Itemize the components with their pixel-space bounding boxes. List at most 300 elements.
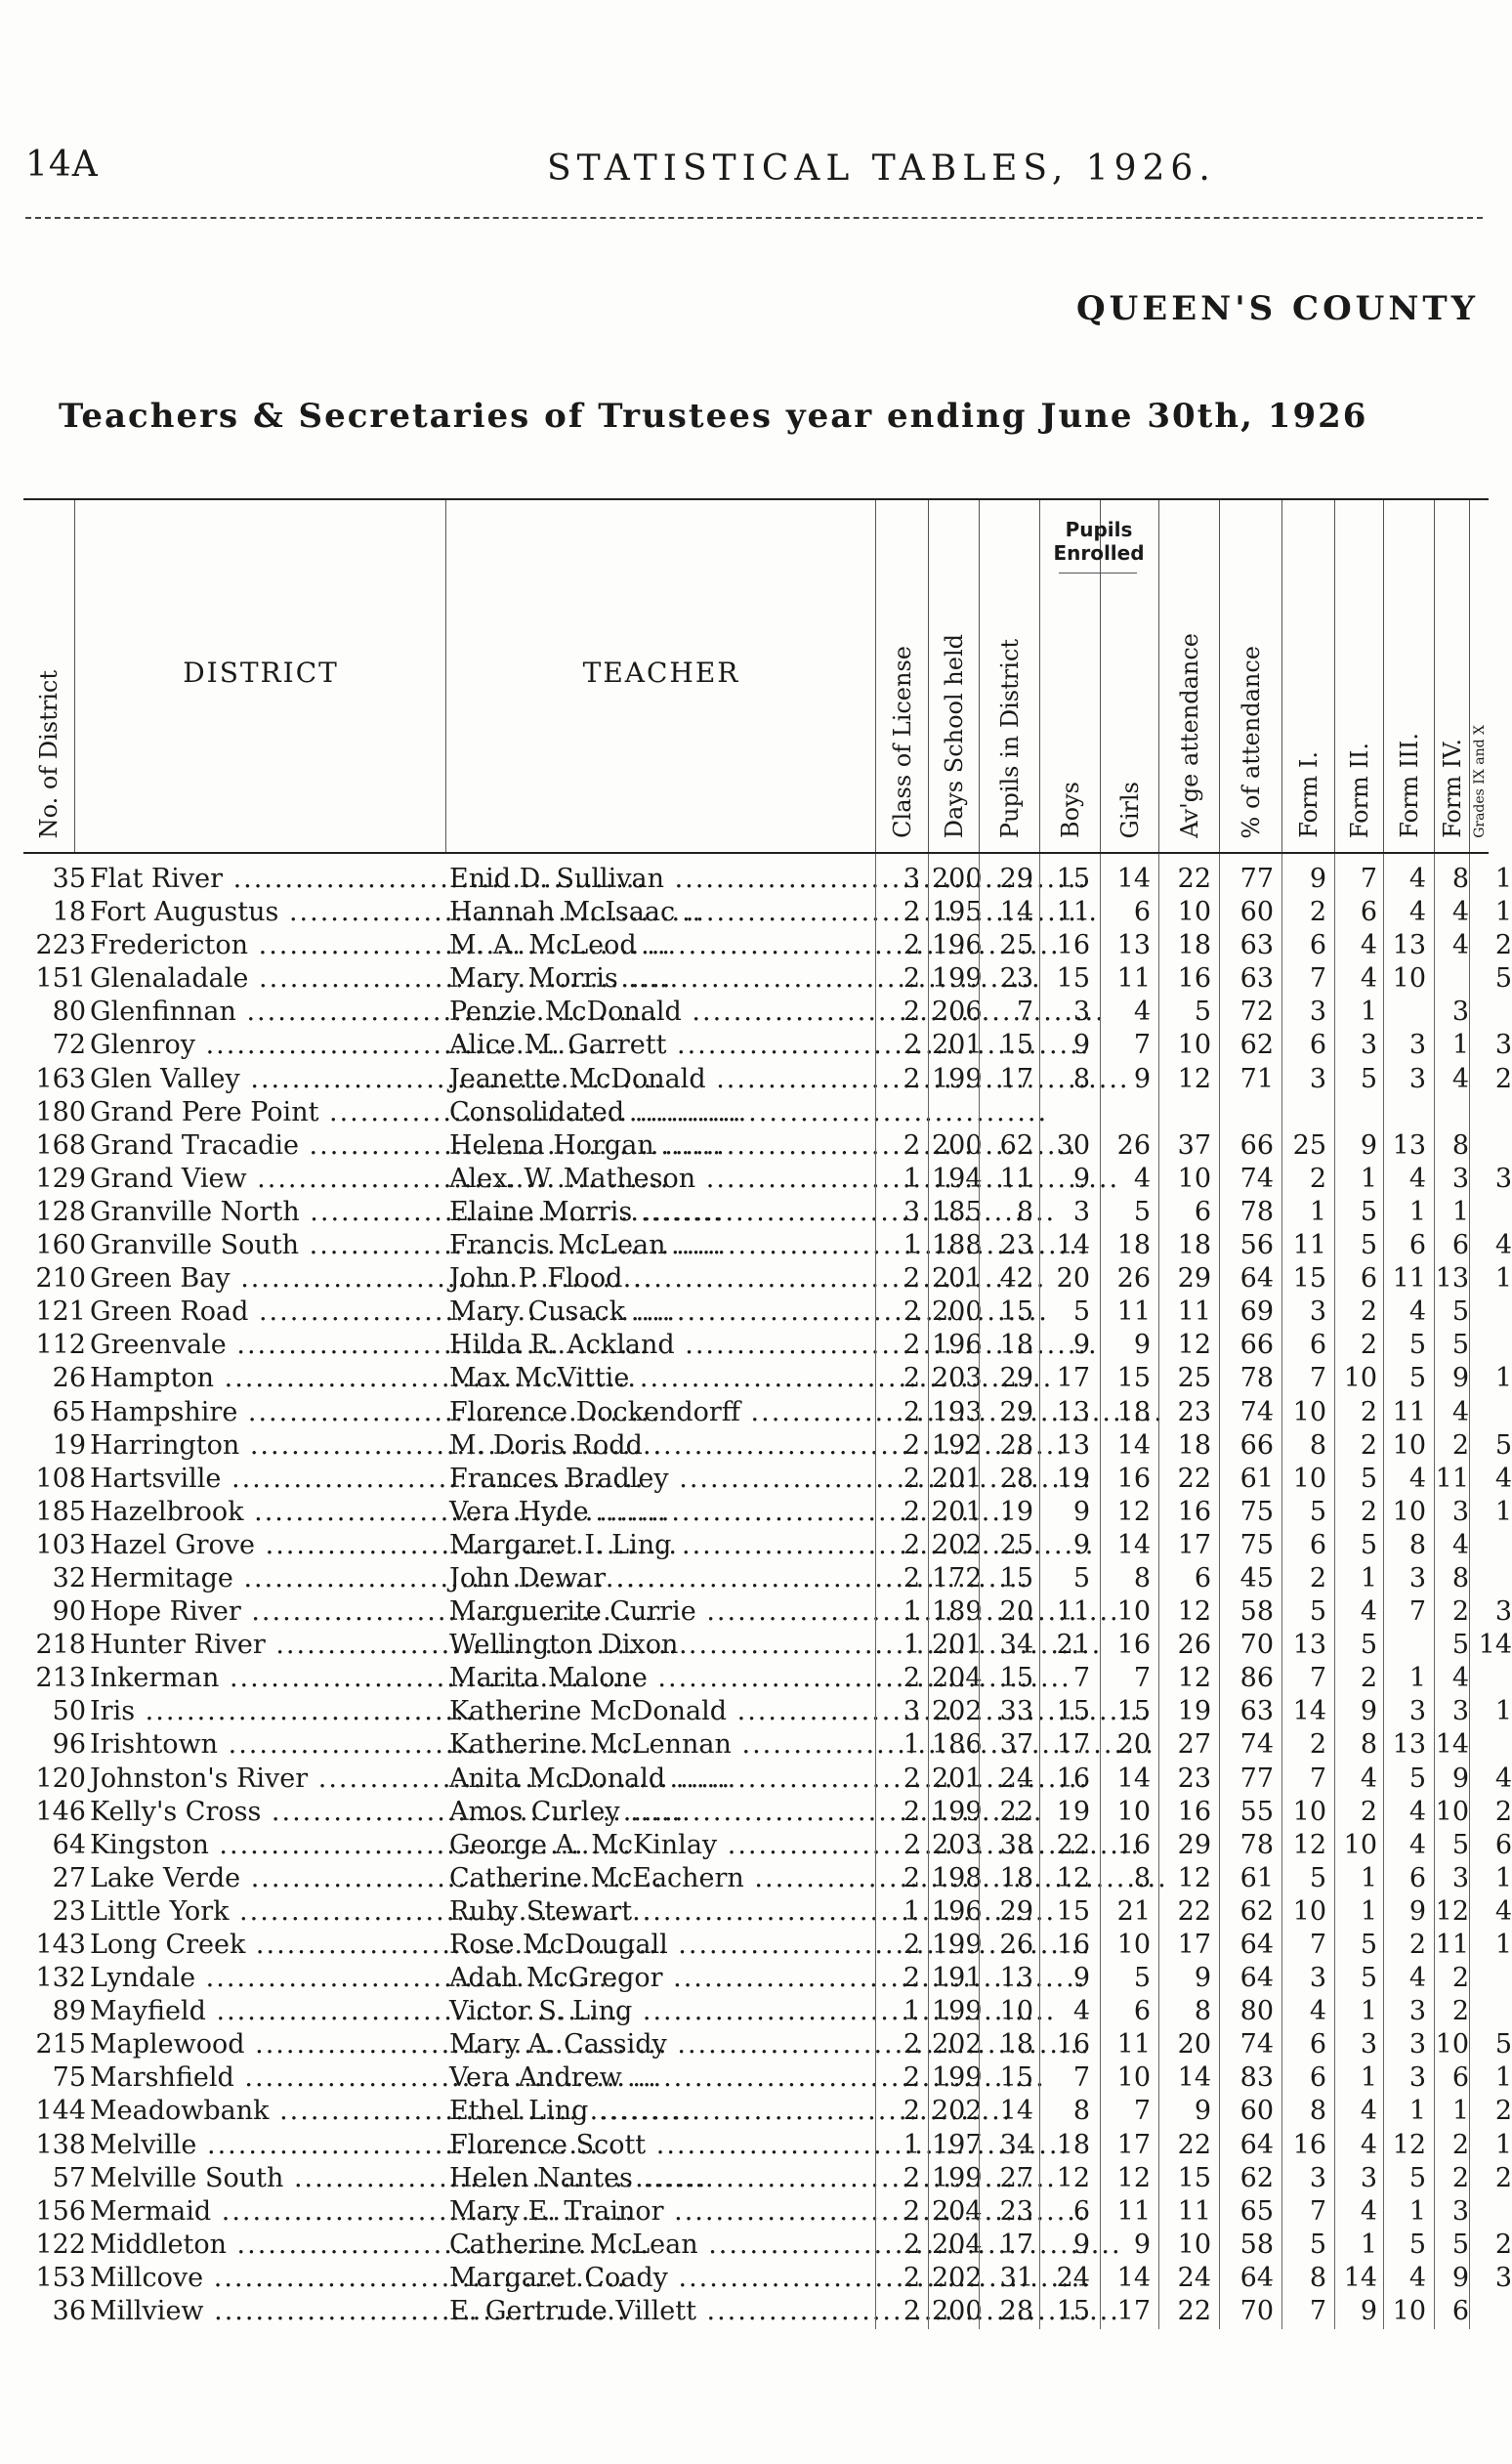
cell-f1: 7 bbox=[1309, 1663, 1326, 1694]
cell-b: 8 bbox=[1072, 1063, 1090, 1094]
cell-g: 14 bbox=[1116, 1529, 1151, 1560]
district-name: Melville South ..... bbox=[90, 2163, 443, 2193]
cell-pct: 66 bbox=[1239, 1129, 1274, 1161]
table-row bbox=[23, 1596, 1512, 1630]
col-grades-ix-x: Grades IX and X bbox=[1469, 500, 1490, 852]
cell-g9: 3 bbox=[1494, 1163, 1512, 1194]
cell-days: 185 bbox=[932, 1196, 983, 1227]
cell-avg: 24 bbox=[1177, 2262, 1211, 2293]
table-row bbox=[23, 997, 1489, 1030]
cell-f4: 8 bbox=[1451, 864, 1469, 894]
cell-lic: 2 bbox=[903, 1930, 920, 1960]
teacher-name: Enid D. Sullivan ..... bbox=[449, 864, 867, 894]
cell-g: 4 bbox=[1133, 1163, 1151, 1194]
cell-f1: 7 bbox=[1309, 2296, 1326, 2327]
cell-g: 8 bbox=[1133, 1862, 1151, 1893]
cell-b: 19 bbox=[1056, 1796, 1090, 1827]
cell-pd: 17 bbox=[999, 2229, 1033, 2260]
cell-lic: 2 bbox=[903, 1562, 920, 1593]
cell-f3: 5 bbox=[1408, 2229, 1426, 2260]
district-name: Marshfield ..... bbox=[90, 2062, 443, 2093]
cell-g: 11 bbox=[1116, 2195, 1151, 2227]
district-number: 112 bbox=[35, 1330, 86, 1361]
cell-lic: 2 bbox=[903, 2195, 920, 2227]
cell-f2: 1 bbox=[1360, 2062, 1377, 2094]
table-row bbox=[23, 1895, 1512, 1930]
district-number: 27 bbox=[52, 1862, 86, 1893]
col-class-of-license: Class of License bbox=[875, 500, 929, 852]
teacher-name: Catherine McEachern ..... bbox=[449, 1863, 867, 1893]
cell-pd: 38 bbox=[999, 1829, 1033, 1860]
cell-pct: 78 bbox=[1239, 1829, 1274, 1860]
cell-days: 203 bbox=[932, 1829, 983, 1860]
district-name: Lake Verde ..... bbox=[90, 1863, 443, 1893]
cell-f3: 3 bbox=[1408, 1562, 1426, 1593]
cell-g9: 1 bbox=[1494, 2129, 1512, 2160]
cell-b: 17 bbox=[1056, 1363, 1090, 1394]
cell-pct: 72 bbox=[1239, 997, 1274, 1028]
cell-pct: 74 bbox=[1239, 1729, 1274, 1761]
cell-f4: 9 bbox=[1451, 1363, 1469, 1394]
cell-pd: 23 bbox=[999, 963, 1033, 995]
cell-b: 4 bbox=[1072, 1996, 1090, 2027]
cell-pd: 18 bbox=[999, 2029, 1033, 2060]
column-rule bbox=[1281, 854, 1282, 2329]
district-number: 132 bbox=[35, 1963, 86, 1994]
teacher-name: Marita Malone ..... bbox=[449, 1663, 867, 1693]
cell-g: 5 bbox=[1133, 1963, 1151, 1994]
district-name: Hunter River ..... bbox=[90, 1630, 443, 1660]
col-form-3: Form III. bbox=[1383, 500, 1435, 852]
cell-days: 202 bbox=[932, 1696, 983, 1727]
district-number: 210 bbox=[35, 1263, 86, 1295]
cell-f1: 25 bbox=[1292, 1129, 1326, 1161]
teacher-name: Helen Nantes ..... bbox=[449, 2163, 867, 2193]
district-name: Hazelbrook ..... bbox=[90, 1497, 443, 1527]
cell-f1: 7 bbox=[1309, 1363, 1326, 1394]
cell-days: 199 bbox=[932, 2162, 983, 2193]
district-name: Mayfield ..... bbox=[90, 1996, 443, 2026]
cell-lic: 1 bbox=[903, 1163, 920, 1194]
cell-days: 186 bbox=[932, 1729, 983, 1761]
table-row bbox=[23, 1829, 1512, 1863]
district-number: 156 bbox=[35, 2195, 86, 2227]
cell-f1: 14 bbox=[1292, 1696, 1326, 1727]
cell-f2: 10 bbox=[1343, 1363, 1377, 1394]
cell-b: 15 bbox=[1056, 864, 1090, 894]
cell-g: 11 bbox=[1116, 1296, 1151, 1328]
cell-f3: 4 bbox=[1408, 1796, 1426, 1827]
cell-f3: 10 bbox=[1392, 1429, 1426, 1461]
cell-b: 22 bbox=[1056, 1829, 1090, 1860]
cell-avg: 12 bbox=[1177, 1862, 1211, 1893]
cell-f3: 6 bbox=[1408, 1862, 1426, 1893]
cell-f4: 2 bbox=[1451, 1963, 1469, 1994]
cell-f3: 10 bbox=[1392, 2296, 1426, 2327]
table-row bbox=[23, 1263, 1512, 1296]
cell-f4: 3 bbox=[1451, 1862, 1469, 1893]
cell-f1: 10 bbox=[1292, 1463, 1326, 1494]
cell-g: 15 bbox=[1116, 1363, 1151, 1394]
cell-f1: 5 bbox=[1309, 1496, 1326, 1527]
cell-f3: 4 bbox=[1408, 1829, 1426, 1860]
cell-f2: 2 bbox=[1360, 1429, 1377, 1461]
cell-f1: 3 bbox=[1309, 1296, 1326, 1328]
cell-f1: 11 bbox=[1292, 1230, 1326, 1261]
cell-f4: 3 bbox=[1451, 2195, 1469, 2227]
cell-pd: 20 bbox=[999, 1596, 1033, 1628]
cell-g: 14 bbox=[1116, 1763, 1151, 1794]
cell-avg: 16 bbox=[1177, 963, 1211, 995]
district-number: 96 bbox=[52, 1729, 86, 1761]
county-title: QUEEN'S COUNTY bbox=[1076, 289, 1479, 328]
cell-days: 201 bbox=[932, 1463, 983, 1494]
district-number: 218 bbox=[35, 1630, 86, 1661]
cell-pct: 74 bbox=[1239, 1163, 1274, 1194]
cell-pct: 83 bbox=[1239, 2062, 1274, 2094]
column-rule bbox=[1434, 854, 1435, 2329]
col-pupils-in-district: Pupils in District bbox=[979, 500, 1040, 852]
cell-b: 3 bbox=[1072, 997, 1090, 1028]
cell-g: 9 bbox=[1133, 1330, 1151, 1361]
cell-g: 15 bbox=[1116, 1696, 1151, 1727]
teacher-name: Jeanette McDonald ..... bbox=[449, 1064, 867, 1094]
cell-g: 6 bbox=[1133, 1996, 1151, 2027]
cell-f3: 13 bbox=[1392, 1729, 1426, 1761]
cell-pd: 22 bbox=[999, 1796, 1033, 1827]
cell-lic: 2 bbox=[903, 930, 920, 961]
cell-lic: 1 bbox=[903, 2129, 920, 2160]
cell-f3: 11 bbox=[1392, 1396, 1426, 1427]
cell-lic: 2 bbox=[903, 897, 920, 928]
cell-avg: 20 bbox=[1177, 2029, 1211, 2060]
cell-pct: 74 bbox=[1239, 1396, 1274, 1427]
teacher-name: Marguerite Currie ..... bbox=[449, 1596, 867, 1627]
district-name: Hermitage ..... bbox=[90, 1563, 443, 1593]
cell-days: 192 bbox=[932, 1429, 983, 1461]
cell-days: 196 bbox=[932, 1895, 983, 1927]
district-name: Glen Valley ..... bbox=[90, 1064, 443, 1094]
header-rule bbox=[25, 217, 1483, 219]
cell-pd: 25 bbox=[999, 930, 1033, 961]
cell-b: 11 bbox=[1056, 1596, 1090, 1628]
cell-lic: 2 bbox=[903, 1129, 920, 1161]
cell-g9: 1 bbox=[1494, 897, 1512, 928]
cell-g9: 4 bbox=[1494, 1463, 1512, 1494]
district-name: Granville South ..... bbox=[90, 1230, 443, 1260]
cell-avg: 22 bbox=[1177, 1895, 1211, 1927]
district-name: Hartsville ..... bbox=[90, 1464, 443, 1494]
table-row bbox=[23, 1530, 1489, 1563]
cell-pct: 60 bbox=[1239, 897, 1274, 928]
cell-g: 26 bbox=[1116, 1129, 1151, 1161]
cell-days: 188 bbox=[932, 1230, 983, 1261]
cell-b: 16 bbox=[1056, 930, 1090, 961]
cell-f4: 5 bbox=[1451, 1330, 1469, 1361]
cell-pd: 11 bbox=[999, 1163, 1033, 1194]
table-row bbox=[23, 2262, 1512, 2296]
table-body bbox=[23, 854, 1512, 2329]
cell-g9: 4 bbox=[1494, 1763, 1512, 1794]
cell-pct: 64 bbox=[1239, 2129, 1274, 2160]
cell-f4: 4 bbox=[1451, 1529, 1469, 1560]
teacher-name: Mary Morris ..... bbox=[449, 963, 867, 994]
table-row bbox=[23, 1130, 1489, 1164]
cell-pd: 14 bbox=[999, 897, 1033, 928]
cell-days: 203 bbox=[932, 1363, 983, 1394]
cell-g9: 3 bbox=[1494, 2262, 1512, 2293]
cell-lic: 2 bbox=[903, 1496, 920, 1527]
cell-f4: 13 bbox=[1435, 1263, 1469, 1295]
cell-g: 5 bbox=[1133, 1196, 1151, 1227]
cell-pd: 15 bbox=[999, 1562, 1033, 1593]
cell-b: 9 bbox=[1072, 1963, 1090, 1994]
cell-f4: 3 bbox=[1451, 1496, 1469, 1527]
cell-f2: 5 bbox=[1360, 1230, 1377, 1261]
teacher-name: Catherine McLean ..... bbox=[449, 2230, 867, 2260]
cell-f1: 10 bbox=[1292, 1796, 1326, 1827]
teacher-name: Amos Curley ..... bbox=[449, 1797, 867, 1827]
cell-pct: 58 bbox=[1239, 1596, 1274, 1628]
cell-lic: 2 bbox=[903, 2229, 920, 2260]
cell-g: 10 bbox=[1116, 1796, 1151, 1827]
cell-b: 12 bbox=[1056, 2162, 1090, 2193]
cell-days: 199 bbox=[932, 963, 983, 995]
cell-b: 18 bbox=[1056, 2129, 1090, 2160]
cell-g9: 2 bbox=[1494, 1063, 1512, 1094]
cell-days: 199 bbox=[932, 2062, 983, 2094]
cell-g: 12 bbox=[1116, 1496, 1151, 1527]
cell-f3: 10 bbox=[1392, 963, 1426, 995]
cell-pd: 31 bbox=[999, 2262, 1033, 2293]
cell-f3: 4 bbox=[1408, 864, 1426, 894]
cell-g: 9 bbox=[1133, 1063, 1151, 1094]
cell-f4: 1 bbox=[1451, 2096, 1469, 2127]
district-number: 213 bbox=[35, 1663, 86, 1694]
district-name: Lyndale ..... bbox=[90, 1963, 443, 1993]
cell-f4: 1 bbox=[1451, 1196, 1469, 1227]
cell-g: 18 bbox=[1116, 1230, 1151, 1261]
cell-pct: 71 bbox=[1239, 1063, 1274, 1094]
cell-f3: 4 bbox=[1408, 1963, 1426, 1994]
cell-pd: 14 bbox=[999, 2096, 1033, 2127]
cell-f1: 13 bbox=[1292, 1630, 1326, 1661]
cell-f3: 3 bbox=[1408, 2029, 1426, 2060]
column-rule bbox=[1383, 854, 1384, 2329]
cell-lic: 1 bbox=[903, 1895, 920, 1927]
cell-f3: 12 bbox=[1392, 2129, 1426, 2160]
district-number: 180 bbox=[35, 1096, 86, 1127]
cell-days: 202 bbox=[932, 2262, 983, 2293]
district-number: 129 bbox=[35, 1163, 86, 1194]
district-number: 89 bbox=[52, 1996, 86, 2027]
district-name: Iris ..... bbox=[90, 1696, 443, 1726]
cell-pd: 27 bbox=[999, 2162, 1033, 2193]
cell-g: 10 bbox=[1116, 2062, 1151, 2094]
col-avg-attendance: Av'ge attendance bbox=[1158, 500, 1220, 852]
cell-pct: 63 bbox=[1239, 963, 1274, 995]
cell-g: 14 bbox=[1116, 1429, 1151, 1461]
cell-g: 20 bbox=[1116, 1729, 1151, 1761]
cell-b: 11 bbox=[1056, 897, 1090, 928]
cell-pct: 70 bbox=[1239, 1630, 1274, 1661]
cell-g: 18 bbox=[1116, 1396, 1151, 1427]
cell-pd: 42 bbox=[999, 1263, 1033, 1295]
cell-f2: 6 bbox=[1360, 1263, 1377, 1295]
cell-f2: 2 bbox=[1360, 1396, 1377, 1427]
table-row bbox=[23, 1197, 1489, 1230]
district-number: 50 bbox=[52, 1696, 86, 1727]
teacher-name: Max McVittie ..... bbox=[449, 1363, 867, 1393]
table-row bbox=[23, 1296, 1489, 1330]
cell-f4: 11 bbox=[1435, 1463, 1469, 1494]
cell-pd: 15 bbox=[999, 2062, 1033, 2094]
district-number: 36 bbox=[52, 2296, 86, 2327]
district-name: Grand Pere Point ..... bbox=[90, 1097, 443, 1127]
district-number: 23 bbox=[52, 1895, 86, 1927]
cell-g9: 1 bbox=[1494, 864, 1512, 894]
cell-b: 15 bbox=[1056, 2296, 1090, 2327]
cell-f2: 1 bbox=[1360, 1163, 1377, 1194]
cell-pct: 61 bbox=[1239, 1463, 1274, 1494]
cell-f3: 11 bbox=[1392, 1263, 1426, 1295]
table-row bbox=[23, 1163, 1512, 1197]
cell-b: 9 bbox=[1072, 1163, 1090, 1194]
cell-pct: 63 bbox=[1239, 1696, 1274, 1727]
cell-days: 202 bbox=[932, 2029, 983, 2060]
col-girls: Girls bbox=[1100, 500, 1159, 852]
cell-g: 6 bbox=[1133, 897, 1151, 928]
cell-avg: 22 bbox=[1177, 864, 1211, 894]
district-name: Greenvale ..... bbox=[90, 1330, 443, 1360]
cell-f4: 4 bbox=[1451, 930, 1469, 961]
cell-g9: 4 bbox=[1494, 1230, 1512, 1261]
col-teacher: TEACHER bbox=[445, 500, 876, 852]
cell-lic: 2 bbox=[903, 1263, 920, 1295]
cell-avg: 11 bbox=[1177, 1296, 1211, 1328]
table-row bbox=[23, 1996, 1489, 2029]
cell-avg: 10 bbox=[1177, 1163, 1211, 1194]
teacher-name: Florence Dockendorff ..... bbox=[449, 1397, 867, 1427]
cell-f3: 5 bbox=[1408, 2162, 1426, 2193]
cell-g: 11 bbox=[1116, 963, 1151, 995]
cell-lic: 2 bbox=[903, 2162, 920, 2193]
cell-avg: 22 bbox=[1177, 2296, 1211, 2327]
col-form-2: Form II. bbox=[1334, 500, 1384, 852]
cell-avg: 18 bbox=[1177, 1429, 1211, 1461]
cell-b: 19 bbox=[1056, 1463, 1090, 1494]
cell-f4: 10 bbox=[1435, 1796, 1469, 1827]
cell-days: 199 bbox=[932, 1796, 983, 1827]
table-row bbox=[23, 1663, 1489, 1696]
district-name: Hampshire ..... bbox=[90, 1397, 443, 1427]
cell-avg: 12 bbox=[1177, 1596, 1211, 1628]
cell-f2: 6 bbox=[1360, 897, 1377, 928]
table-row bbox=[23, 1963, 1489, 1996]
district-number: 65 bbox=[52, 1396, 86, 1427]
cell-lic: 2 bbox=[903, 1963, 920, 1994]
table-row bbox=[23, 1630, 1512, 1663]
cell-lic: 3 bbox=[903, 864, 920, 894]
district-number: 75 bbox=[52, 2062, 86, 2094]
cell-f4: 11 bbox=[1435, 1930, 1469, 1960]
cell-f3: 2 bbox=[1408, 1930, 1426, 1960]
cell-pct: 63 bbox=[1239, 930, 1274, 961]
cell-f4: 6 bbox=[1451, 2062, 1469, 2094]
cell-avg: 17 bbox=[1177, 1930, 1211, 1960]
cell-days: 201 bbox=[932, 1496, 983, 1527]
cell-f2: 5 bbox=[1360, 1930, 1377, 1960]
district-name: Green Bay ..... bbox=[90, 1263, 443, 1294]
cell-f4: 1 bbox=[1451, 1030, 1469, 1061]
col-district: DISTRICT bbox=[74, 500, 446, 852]
district-number: 143 bbox=[35, 1930, 86, 1960]
cell-pct: 64 bbox=[1239, 1930, 1274, 1960]
cell-g9: 1 bbox=[1494, 1263, 1512, 1295]
cell-g9: 2 bbox=[1494, 2162, 1512, 2193]
cell-g: 13 bbox=[1116, 930, 1151, 961]
cell-lic: 2 bbox=[903, 2262, 920, 2293]
cell-lic: 1 bbox=[903, 1996, 920, 2027]
cell-g9: 1 bbox=[1494, 2062, 1512, 2094]
table-row bbox=[23, 963, 1512, 997]
cell-pct: 86 bbox=[1239, 1663, 1274, 1694]
district-name: Meadowbank ..... bbox=[90, 2096, 443, 2126]
cell-avg: 11 bbox=[1177, 2195, 1211, 2227]
teacher-name: Frances Bradley ..... bbox=[449, 1464, 867, 1494]
cell-f2: 1 bbox=[1360, 1862, 1377, 1893]
cell-g9: 5 bbox=[1494, 1429, 1512, 1461]
cell-f4: 5 bbox=[1451, 1630, 1469, 1661]
cell-days: 196 bbox=[932, 1330, 983, 1361]
cell-f2: 3 bbox=[1360, 2162, 1377, 2193]
cell-pct: 74 bbox=[1239, 2029, 1274, 2060]
cell-lic: 2 bbox=[903, 1862, 920, 1893]
cell-f2: 2 bbox=[1360, 1663, 1377, 1694]
cell-f4: 10 bbox=[1435, 2029, 1469, 2060]
cell-lic: 2 bbox=[903, 1529, 920, 1560]
cell-b: 5 bbox=[1072, 1296, 1090, 1328]
cell-f2: 2 bbox=[1360, 1496, 1377, 1527]
cell-b: 24 bbox=[1056, 2262, 1090, 2293]
cell-days: 200 bbox=[932, 1296, 983, 1328]
cell-lic: 2 bbox=[903, 1330, 920, 1361]
cell-f1: 10 bbox=[1292, 1895, 1326, 1927]
cell-days: 193 bbox=[932, 1396, 983, 1427]
cell-pct: 64 bbox=[1239, 1963, 1274, 1994]
column-rule bbox=[875, 854, 876, 2329]
cell-pct: 66 bbox=[1239, 1429, 1274, 1461]
teacher-name: Anita McDonald ..... bbox=[449, 1763, 867, 1794]
cell-f2: 9 bbox=[1360, 2296, 1377, 2327]
cell-pd: 28 bbox=[999, 2296, 1033, 2327]
cell-f1: 7 bbox=[1309, 1930, 1326, 1960]
cell-lic: 2 bbox=[903, 1463, 920, 1494]
district-name: Johnston's River ..... bbox=[90, 1763, 443, 1794]
cell-pd: 23 bbox=[999, 2195, 1033, 2227]
cell-f1: 8 bbox=[1309, 1429, 1326, 1461]
cell-days: 202 bbox=[932, 2096, 983, 2127]
cell-g9: 3 bbox=[1494, 1030, 1512, 1061]
cell-g9: 14 bbox=[1478, 1630, 1512, 1661]
cell-f4: 2 bbox=[1451, 1596, 1469, 1628]
cell-f1: 4 bbox=[1309, 1996, 1326, 2027]
teacher-name: Ethel Ling ..... bbox=[449, 2096, 867, 2126]
cell-f1: 3 bbox=[1309, 2162, 1326, 2193]
cell-days: 201 bbox=[932, 1263, 983, 1295]
cell-lic: 2 bbox=[903, 2029, 920, 2060]
teacher-name: Victor S. Ling ..... bbox=[449, 1996, 867, 2026]
